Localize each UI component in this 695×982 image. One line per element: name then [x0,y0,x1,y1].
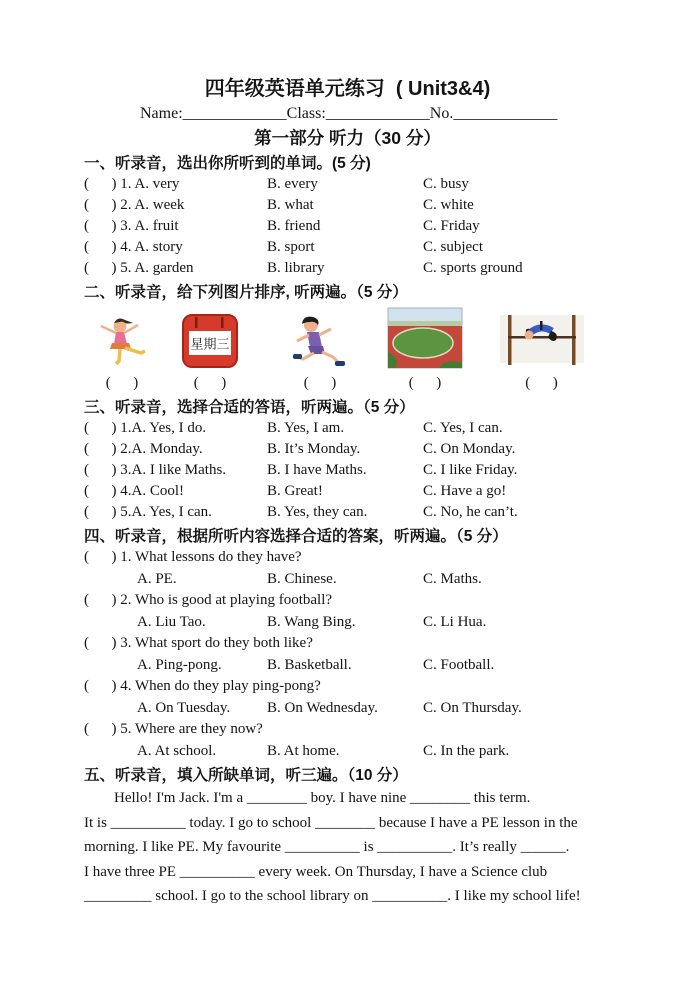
s3-item-3-a: ( ) 3.A. I like Maths. [84,462,227,478]
passage-line-5: _________ school. I go to the school library on __________. I like my school life! [84,888,581,904]
s4-q3-c: C. Football. [423,656,495,673]
answer-bracket-5: ( ) [525,375,558,391]
s1-item-1-a: ( ) 1. A. very [84,176,180,192]
no-blank: _____________ [453,105,558,122]
s3-item-1-b: B. Yes, I am. [267,420,345,436]
s1-item-3-c: C. Friday [423,218,480,234]
running-boy-image [289,313,351,369]
answer-bracket-3: ( ) [303,375,337,391]
section2-heading: 二、听录音，给下列图片排序, 听两遍。（5 分） [84,284,408,301]
s1-item-4-a: ( ) 4. A. story [84,239,183,255]
s1-item-1-c: C. busy [423,176,469,192]
student-info-line [84,105,611,123]
passage-line-3: morning. I like PE. My favourite __________ is __________. It’s really ______. [84,839,570,855]
s1-item-5-a: ( ) 5. A. garden [84,260,194,276]
s1-item-2 [84,195,611,216]
dancing-girl-image [93,311,151,369]
s4-options-1 [137,569,611,591]
picture-4 [385,307,465,369]
s1-item-3 [84,216,611,237]
s4-question-5: ( ) 5. Where are they now? [84,721,263,737]
s4-q4-b: B. On Wednesday. [267,699,378,716]
picture-3 [285,313,355,369]
high-jump-image [496,309,588,369]
picture-5 [494,309,589,369]
s4-options-4 [137,698,611,720]
s3-item-5-b: B. Yes, they can. [267,504,368,520]
s4-q2-c: C. Li Hua. [423,613,487,630]
s1-item-2-b: B. what [267,197,314,213]
s4-question-1: ( ) 1. What lessons do they have? [84,549,302,565]
section1-heading: 一、听录音，选出你所听到的单词。(5 分) [84,155,371,172]
picture-answer-row [84,372,611,394]
s3-item-3-c: C. I like Friday. [423,462,518,478]
s3-item-3 [84,460,611,481]
s3-item-2-c: C. On Monday. [423,441,516,457]
calendar-wednesday-image [180,311,240,369]
calendar-day-text: 星期三 [190,336,230,352]
s1-item-1 [84,174,611,195]
s4-question-3: ( ) 3. What sport do they both like? [84,635,313,651]
s3-item-2-a: ( ) 2.A. Monday. [84,441,203,457]
class-label: Class: [286,105,326,122]
s1-item-1-b: B. every [267,176,318,192]
section3-heading: 三、听录音，选择合适的答语，听两遍。（5 分） [84,399,415,416]
s3-item-3-b: B. I have Maths. [267,462,367,478]
s1-item-5 [84,258,611,279]
passage-line-1: Hello! I'm Jack. I'm a ________ boy. I have nine ________ this term. [114,790,531,806]
s4-q5-a: A. At school. [137,742,217,759]
no-label: No. [429,105,454,122]
s1-item-4-c: C. subject [423,239,483,255]
sports-ground-image [387,307,463,369]
s3-item-2-b: B. It’s Monday. [267,441,361,457]
s3-item-2 [84,439,611,460]
picture-2 [175,311,245,369]
s4-options-2 [137,612,611,634]
s4-q1-c: C. Maths. [423,570,482,587]
answer-bracket-1: ( ) [105,375,139,391]
s3-item-4 [84,481,611,502]
s4-q3-b: B. Basketball. [267,656,352,673]
s3-item-4-c: C. Have a go! [423,483,507,499]
s4-q5-b: B. At home. [267,742,340,759]
s4-question-2: ( ) 2. Who is good at playing football? [84,592,333,608]
s3-item-4-a: ( ) 4.A. Cool! [84,483,184,499]
picture-row [84,307,611,369]
s4-options-3 [137,655,611,677]
answer-bracket-4: ( ) [408,375,442,391]
s4-q2-a: A. Liu Tao. [137,613,206,630]
s1-item-2-a: ( ) 2. A. week [84,197,185,213]
s4-question-4: ( ) 4. When do they play ping-pong? [84,678,321,694]
s4-options-5 [137,741,611,763]
s1-item-4 [84,237,611,258]
passage-line-4: I have three PE __________ every week. On Thursday, I have a Science club [84,863,548,880]
name-blank: _____________ [182,105,287,122]
answer-bracket-2: ( ) [193,375,227,391]
class-blank: _____________ [325,105,430,122]
s4-q1-b: B. Chinese. [267,570,337,587]
section4-heading: 四、听录音，根据所听内容选择合适的答案，听两遍。（5 分） [84,528,508,545]
s3-item-4-b: B. Great! [267,483,323,499]
s4-q2-b: B. Wang Bing. [267,613,356,630]
s3-item-1 [84,418,611,439]
s1-item-3-b: B. friend [267,218,321,234]
name-label: Name: [140,105,183,122]
part1-heading: 第一部分 听力（30 分） [254,128,441,148]
section5-heading: 五、听录音，填入所缺单词，听三遍。（10 分） [84,767,408,784]
s4-q4-c: C. On Thursday. [423,699,522,716]
s4-q1-a: A. PE. [137,570,177,587]
s3-item-1-c: C. Yes, I can. [423,420,503,436]
s3-item-5-c: C. No, he can’t. [423,504,518,520]
s3-item-5-a: ( ) 5.A. Yes, I can. [84,504,212,520]
cloze-passage [84,786,611,909]
s1-item-5-c: C. sports ground [423,260,523,276]
s1-item-4-b: B. sport [267,239,315,255]
s1-item-2-c: C. white [423,197,474,213]
s3-item-1-a: ( ) 1.A. Yes, I do. [84,420,207,436]
s3-item-5 [84,502,611,523]
s1-item-5-b: B. library [267,260,325,276]
page-title: 四年级英语单元练习 ( Unit3&4) [204,78,491,100]
passage-line-2: It is __________ today. I go to school ________ because I have a PE lesson in the [84,814,578,831]
picture-1 [87,311,157,369]
s4-q3-a: A. Ping-pong. [137,656,222,673]
s4-q5-c: C. In the park. [423,742,510,759]
s4-q4-a: A. On Tuesday. [137,699,231,716]
s1-item-3-a: ( ) 3. A. fruit [84,218,179,234]
